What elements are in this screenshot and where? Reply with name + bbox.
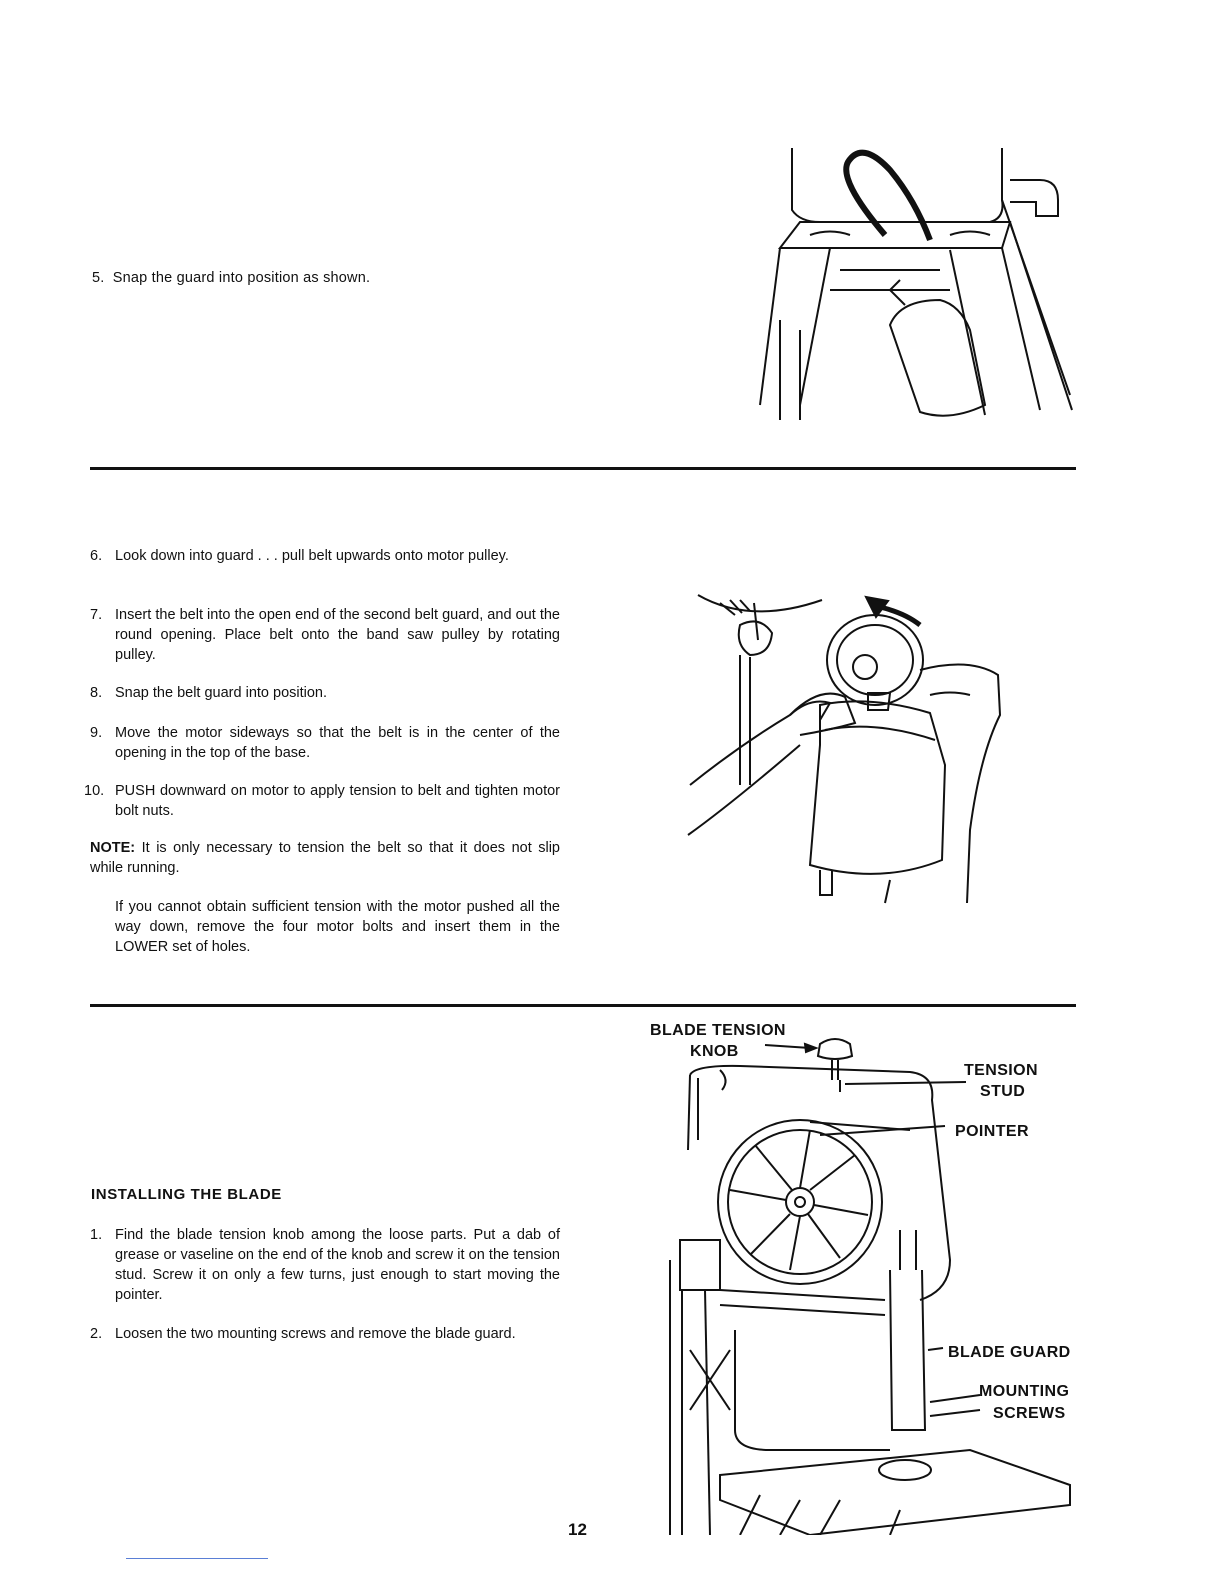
blade-step-2 <box>90 1324 560 1344</box>
step-text: Move the motor sideways so that the belt is in the center of the opening in the top of the base. <box>115 725 560 761</box>
note-extra-text: If you cannot obtain sufficient tension with the motor pushed all the way down, remove the four motor bolts and insert them in the LOWER set of holes. <box>115 899 560 955</box>
step-number: 7. <box>90 607 103 623</box>
note <box>90 838 560 878</box>
label-blade-tension: BLADE TENSION <box>650 1022 786 1039</box>
section-heading: INSTALLING THE BLADE <box>91 1186 282 1203</box>
section-divider-1 <box>90 467 1076 470</box>
step-8 <box>90 683 560 703</box>
step-10 <box>84 781 560 821</box>
footer-link-line <box>126 1558 268 1559</box>
step-number: 1. <box>90 1227 103 1243</box>
note-text: It is only necessary to tension the belt so that it does not slip while running. <box>90 840 560 876</box>
step-9 <box>90 723 560 763</box>
figure-guard-snap <box>740 140 1085 430</box>
figure-belt-install <box>680 585 1010 915</box>
section-divider-2 <box>90 1004 1076 1007</box>
step-text: Find the blade tension knob among the loose parts. Put a dab of grease or vaseline on the end of the knob and screw it on the tension stud. Screw it on only a few turns, just enough to start moving the pointer. <box>115 1227 560 1303</box>
figure-band-saw <box>660 1030 1080 1535</box>
label-stud: STUD <box>980 1083 1026 1100</box>
page-number: 12 <box>568 1520 587 1539</box>
step-text: PUSH downward on motor to apply tension to belt and tighten motor bolt nuts. <box>115 783 560 819</box>
step-number: 6. <box>90 548 103 564</box>
label-knob: KNOB <box>690 1043 739 1060</box>
step-7 <box>90 605 560 665</box>
step-number: 8. <box>90 685 103 701</box>
label-tension: TENSION <box>964 1062 1038 1079</box>
step-number: 2. <box>90 1326 103 1342</box>
step-number: 9. <box>90 725 103 741</box>
step-text: Snap the belt guard into position. <box>115 685 328 701</box>
step-text: Loosen the two mounting screws and remove the blade guard. <box>115 1326 516 1342</box>
label-screws: SCREWS <box>993 1405 1066 1422</box>
label-blade-guard: BLADE GUARD <box>948 1344 1071 1361</box>
note-extra <box>115 897 560 957</box>
label-mounting: MOUNTING <box>979 1383 1070 1400</box>
blade-step-1 <box>90 1225 560 1305</box>
step-6 <box>90 546 560 566</box>
note-label: NOTE: <box>90 840 136 856</box>
step-number: 10. <box>84 783 105 799</box>
step-5 <box>92 268 370 288</box>
step-text: Insert the belt into the open end of the second belt guard, and out the round opening. Place belt onto the band saw pulley by rotating pulley. <box>115 607 560 663</box>
step-text: Snap the guard into position as shown. <box>112 270 371 286</box>
step-number: 5. <box>92 270 105 286</box>
label-pointer: POINTER <box>955 1123 1029 1140</box>
step-text: Look down into guard . . . pull belt upwards onto motor pulley. <box>115 548 509 564</box>
